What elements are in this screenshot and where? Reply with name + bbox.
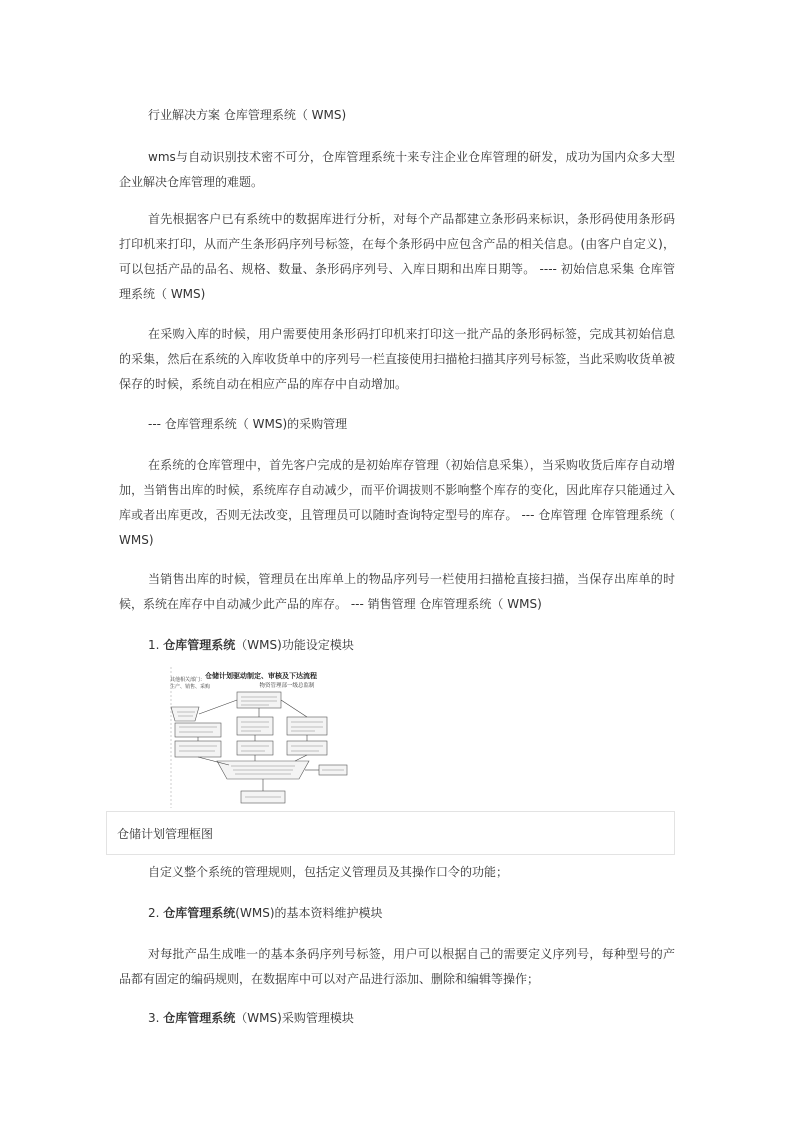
section-title-rest: （WMS)采购管理模块 bbox=[235, 1011, 354, 1025]
doc-title: 行业解决方案 仓库管理系统（ WMS) bbox=[148, 108, 347, 122]
figure-caption: 仓储计划管理框图 bbox=[106, 811, 675, 855]
flowchart-side-label-2: 生产、销售、采购 bbox=[170, 684, 211, 690]
section-heading-2 bbox=[148, 901, 675, 926]
paragraph-rules: 自定义整个系统的管理规则，包括定义管理员及其操作口令的功能； bbox=[148, 865, 509, 879]
paragraph-basic-data: 对每批产品生成唯一的基本条码序列号标签，用户可以根据自己的需要定义序列号，每种型号的产品都有固定的编码规则，在数据库中可以对产品进行添加、删除和编辑等操作； bbox=[119, 947, 675, 986]
section-number: 1. bbox=[148, 638, 160, 652]
section-bold-title: 仓库管理系统 bbox=[163, 906, 236, 920]
paragraph-sales-management: 当销售出库的时候，管理员在出库单上的物品序列号一栏使用扫描枪直接扫描，当保存出库单的时候，系统在库存中自动减少此产品的库存。 --- 销售管理 仓库管理系统（ WMS) bbox=[119, 572, 675, 611]
section-title-rest: （WMS)功能设定模块 bbox=[235, 638, 354, 652]
paragraph-initial-info: 首先根据客户已有系统中的数据库进行分析，对每个产品都建立条形码来标识，条形码使用条形码打印机来打印，从而产生条形码序列号标签，在每个条形码中应包含产品的相关信息。(由客户自定义)，可以包括产品的品名、规格、数量、条形码序列号、入库日期和出库日期等。 ---- 初始信息采集 仓库管理系统（ WMS) bbox=[119, 212, 675, 301]
section-heading-3 bbox=[148, 1006, 675, 1031]
paragraph-warehouse-management: 在系统的仓库管理中，首先客户完成的是初始库存管理（初始信息采集），当采购收货后库存自动增加，当销售出库的时候，系统库存自动减少，而平价调拔则不影响整个库存的变化，因此库存只能通过入库或者出库更改，否则无法改变，且管理员可以随时查询特定型号的库存。 --- 仓库管理 仓库管理系统（ WMS) bbox=[119, 458, 675, 547]
warehouse-plan-flowchart bbox=[169, 667, 352, 808]
section-number: 2. bbox=[148, 906, 160, 920]
paragraph-purchase-inbound: 在采购入库的时候，用户需要使用条形码打印机来打印这一批产品的条形码标签，完成其初始信息的采集，然后在系统的入库收货单中的序列号一栏直接使用扫描枪扫描其序列号标签，当此采购收货单被保存的时候，系统自动在相应产品的库存中自动增加。 bbox=[119, 327, 675, 391]
paragraph-purchase-management: --- 仓库管理系统（ WMS)的采购管理 bbox=[148, 417, 348, 431]
section-bold-title: 仓库管理系统 bbox=[163, 1011, 236, 1025]
section-title-rest: (WMS)的基本资料维护模块 bbox=[235, 906, 383, 920]
flowchart-subtitle: 物资管理部一级总监制 bbox=[259, 683, 315, 689]
flowchart-title: 仓储计划驱动制定、审核及下达流程 bbox=[205, 671, 317, 680]
paragraph-intro: wms与自动识别技术密不可分，仓库管理系统十来专注企业仓库管理的研发，成功为国内众多大型企业解决仓库管理的难题。 bbox=[119, 150, 675, 189]
section-bold-title: 仓库管理系统 bbox=[163, 638, 236, 652]
section-number: 3. bbox=[148, 1011, 160, 1025]
flowchart-side-label-1: 其他相关部门： bbox=[170, 677, 206, 683]
section-heading-1 bbox=[148, 633, 675, 658]
